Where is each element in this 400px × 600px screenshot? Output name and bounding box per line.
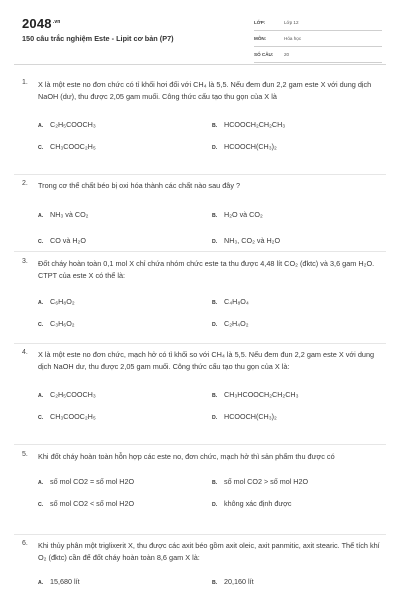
question-number: 3. [22, 258, 28, 265]
answer-option-b[interactable]: B. 20,160 lít [212, 576, 254, 586]
answer-option-c[interactable]: C. CH₃COOC₂H₅ [38, 411, 96, 421]
answer-options [22, 382, 384, 422]
question-number: 5. [22, 451, 28, 458]
answer-options [22, 471, 384, 511]
question-text: Đốt cháy hoàn toàn 0,1 mol X chỉ chứa nhóm chức este ta thu được 4,48 lít CO₂ (đktc) và 3,6 gam H₂O. CTPT của este X có thể là: [38, 259, 375, 281]
question-divider [14, 343, 386, 344]
answer-options [22, 291, 384, 331]
answer-options [22, 112, 384, 152]
answer-option-c[interactable]: C. C₃H₆O₂ [38, 318, 75, 328]
page-title: 150 câu trắc nghiệm Este - Lipit cơ bản (P7) [22, 34, 174, 43]
meta-value: 20 [284, 52, 290, 57]
question-text: Khi thủy phân một triglixerit X, thu được các axit béo gồm axit oleic, axit panmitic, axit stearic. Thể tích khí O₂ (đktc) cần để đốt cháy hoàn toàn 8,6 gam X là: [38, 541, 380, 563]
meta-value: Lớp 12 [284, 20, 299, 25]
answer-option-d[interactable]: D. HCOOCH(CH₃)₂ [212, 411, 277, 421]
header-divider [14, 64, 386, 65]
meta-row-count [254, 47, 382, 63]
answer-option-b[interactable]: B. số mol CO2 > số mol H2O [212, 477, 309, 487]
meta-key: SỐ CÂU: [254, 52, 274, 57]
answer-option-b[interactable]: B. C₄H₈O₄ [212, 296, 249, 306]
meta-row-subject [254, 31, 382, 47]
meta-key: MÔN: [254, 36, 267, 41]
answer-option-a[interactable]: A. 15,680 lít [38, 576, 80, 586]
answer-options [22, 200, 384, 246]
question-item [22, 540, 384, 589]
question-text: Khi đốt cháy hoàn toàn hỗn hợp các este no, đơn chức, mạch hở thì sản phẩm thu được có [38, 452, 335, 461]
meta-value: Hóa học [284, 36, 302, 41]
answer-option-d[interactable]: D. HCOOCH(CH₃)₂ [212, 141, 277, 151]
question-text: X là một este no đơn chức, mạch hở có tỉ khối so với CH₄ là 5,5. Nếu đem đun 2,2 gam este X với dung dịch NaOH dư, thu được 2,05 gam muối. Công thức cấu tạo thu gọn của X là: [38, 350, 375, 372]
question-item [22, 451, 384, 511]
answer-option-d[interactable]: D. NH₃, CO₂ và H₂O [212, 236, 281, 246]
question-number: 4. [22, 349, 28, 356]
answer-option-a[interactable]: A. C₂H₅COOCH₃ [38, 119, 96, 129]
site-logo[interactable]: $2048^{.vn}$ [22, 16, 61, 31]
question-text: Trong cơ thể chất béo bị oxi hóa thành các chất nào sau đây ? [38, 181, 241, 190]
answer-option-a[interactable]: A. C₆H₈O₂ [38, 296, 75, 306]
answer-option-c[interactable]: C. CO và H₂O [38, 236, 86, 246]
answer-option-a[interactable]: A. NH₃ và CO₂ [38, 210, 89, 220]
answer-option-b[interactable]: B. HCOOCH₂CH₂CH₃ [212, 119, 286, 129]
question-divider [14, 251, 386, 252]
answer-option-c[interactable]: C. số mol CO2 < số mol H2O [38, 499, 135, 509]
answer-option-a[interactable]: A. C₂H₅COOCH₃ [38, 389, 96, 399]
question-item [22, 79, 384, 152]
question-number: 1. [22, 79, 28, 86]
question-item [22, 349, 384, 422]
question-item [22, 180, 384, 246]
answer-options [22, 573, 384, 589]
meta-row-class [254, 15, 382, 31]
meta-key: LỚP: [254, 20, 266, 25]
answer-option-b[interactable]: B. H₂O và CO₂ [212, 210, 263, 220]
question-number: 6. [22, 540, 28, 547]
answer-option-d[interactable]: D. C₂H₄O₂ [212, 318, 249, 328]
question-divider [14, 174, 386, 175]
question-divider [14, 534, 386, 535]
answer-option-a[interactable]: A. số mol CO2 = số mol H2O [38, 477, 135, 487]
meta-info-table [254, 15, 382, 63]
answer-option-b[interactable]: B. CH₃HCOOCH₂CH₂CH₃ [212, 389, 299, 399]
answer-option-c[interactable]: C. CH₃COOC₂H₅ [38, 141, 96, 151]
question-text: X là một este no đơn chức có tỉ khối hơi đối với CH₄ là 5,5. Nếu đem đun 2,2 gam este X với dung dịch NaOH (dư), thu được 2,05 gam muối. Công thức cấu tạo thu gọn của X là [38, 80, 372, 102]
question-divider [14, 444, 386, 445]
question-number: 2. [22, 180, 28, 187]
question-item [22, 258, 384, 331]
answer-option-d[interactable]: D. không xác định được [212, 499, 292, 509]
